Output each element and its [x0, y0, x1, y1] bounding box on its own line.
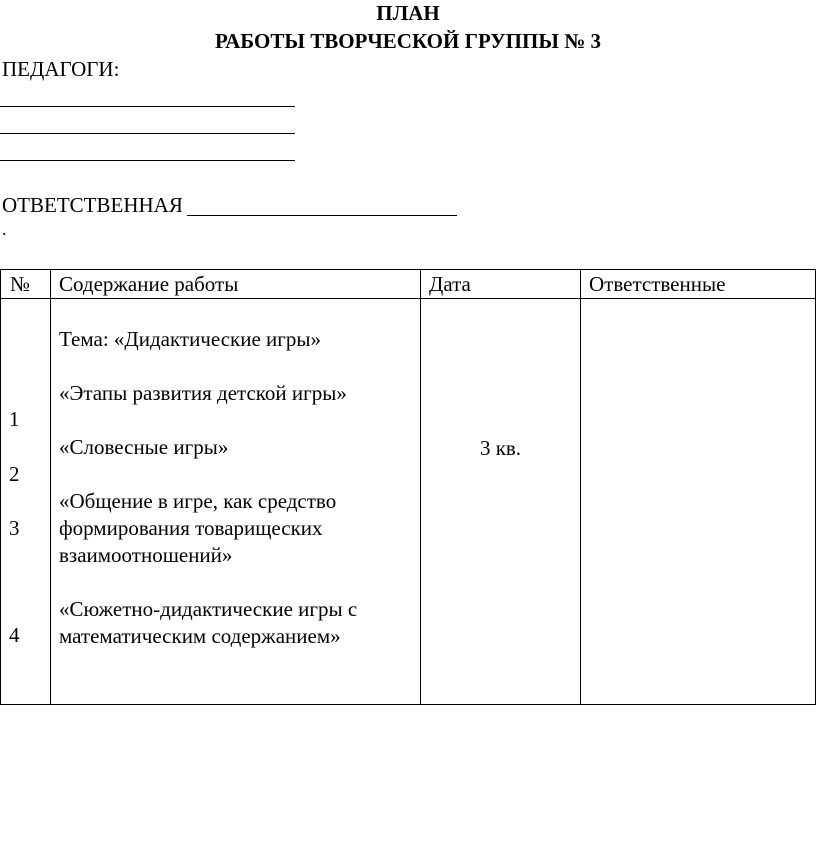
- responsible-row: [2, 193, 457, 217]
- row-number-3: 3: [9, 516, 20, 540]
- table-header-row: [1, 270, 816, 299]
- responsible-cell: [581, 299, 816, 705]
- header-number: №: [1, 270, 51, 299]
- header-content: Содержание работы: [51, 270, 421, 299]
- teacher-blank-line-2: [0, 133, 295, 134]
- topic-item: «Словесные игры»: [59, 435, 229, 459]
- date-cell: [421, 299, 581, 705]
- plan-title: ПЛАН: [376, 1, 440, 25]
- topic-item: Тема: «Дидактические игры»: [59, 327, 322, 351]
- topic-item: «Этапы развития детской игры»: [59, 381, 347, 405]
- date-value: 3 кв.: [479, 436, 522, 460]
- topic-item: «Общение в игре, как средство формирования товарищеских взаимоотношений»: [59, 489, 337, 567]
- topic-item: «Сюжетно-дидактические игры с математическим содержанием»: [59, 597, 358, 648]
- row-number-2: 2: [9, 462, 20, 486]
- teacher-blank-line-1: [0, 106, 295, 107]
- row-number-1: 1: [9, 407, 20, 431]
- teacher-blank-line-3: [0, 160, 295, 161]
- content-cell: [51, 299, 421, 705]
- responsible-blank-line: [187, 215, 457, 216]
- responsible-label: ОТВЕТСТВЕННАЯ: [2, 193, 183, 217]
- table-row: [1, 299, 816, 705]
- dot-mark: .: [2, 219, 7, 239]
- number-cell: [1, 299, 51, 705]
- row-number-4: 4: [9, 623, 20, 647]
- header-responsible: Ответственные: [581, 270, 816, 299]
- teachers-label: ПЕДАГОГИ:: [2, 57, 120, 81]
- work-plan-table: [0, 269, 816, 705]
- topics-list: [59, 326, 410, 650]
- header-date: Дата: [421, 270, 581, 299]
- plan-subtitle: РАБОТЫ ТВОРЧЕСКОЙ ГРУППЫ № 3: [214, 29, 602, 53]
